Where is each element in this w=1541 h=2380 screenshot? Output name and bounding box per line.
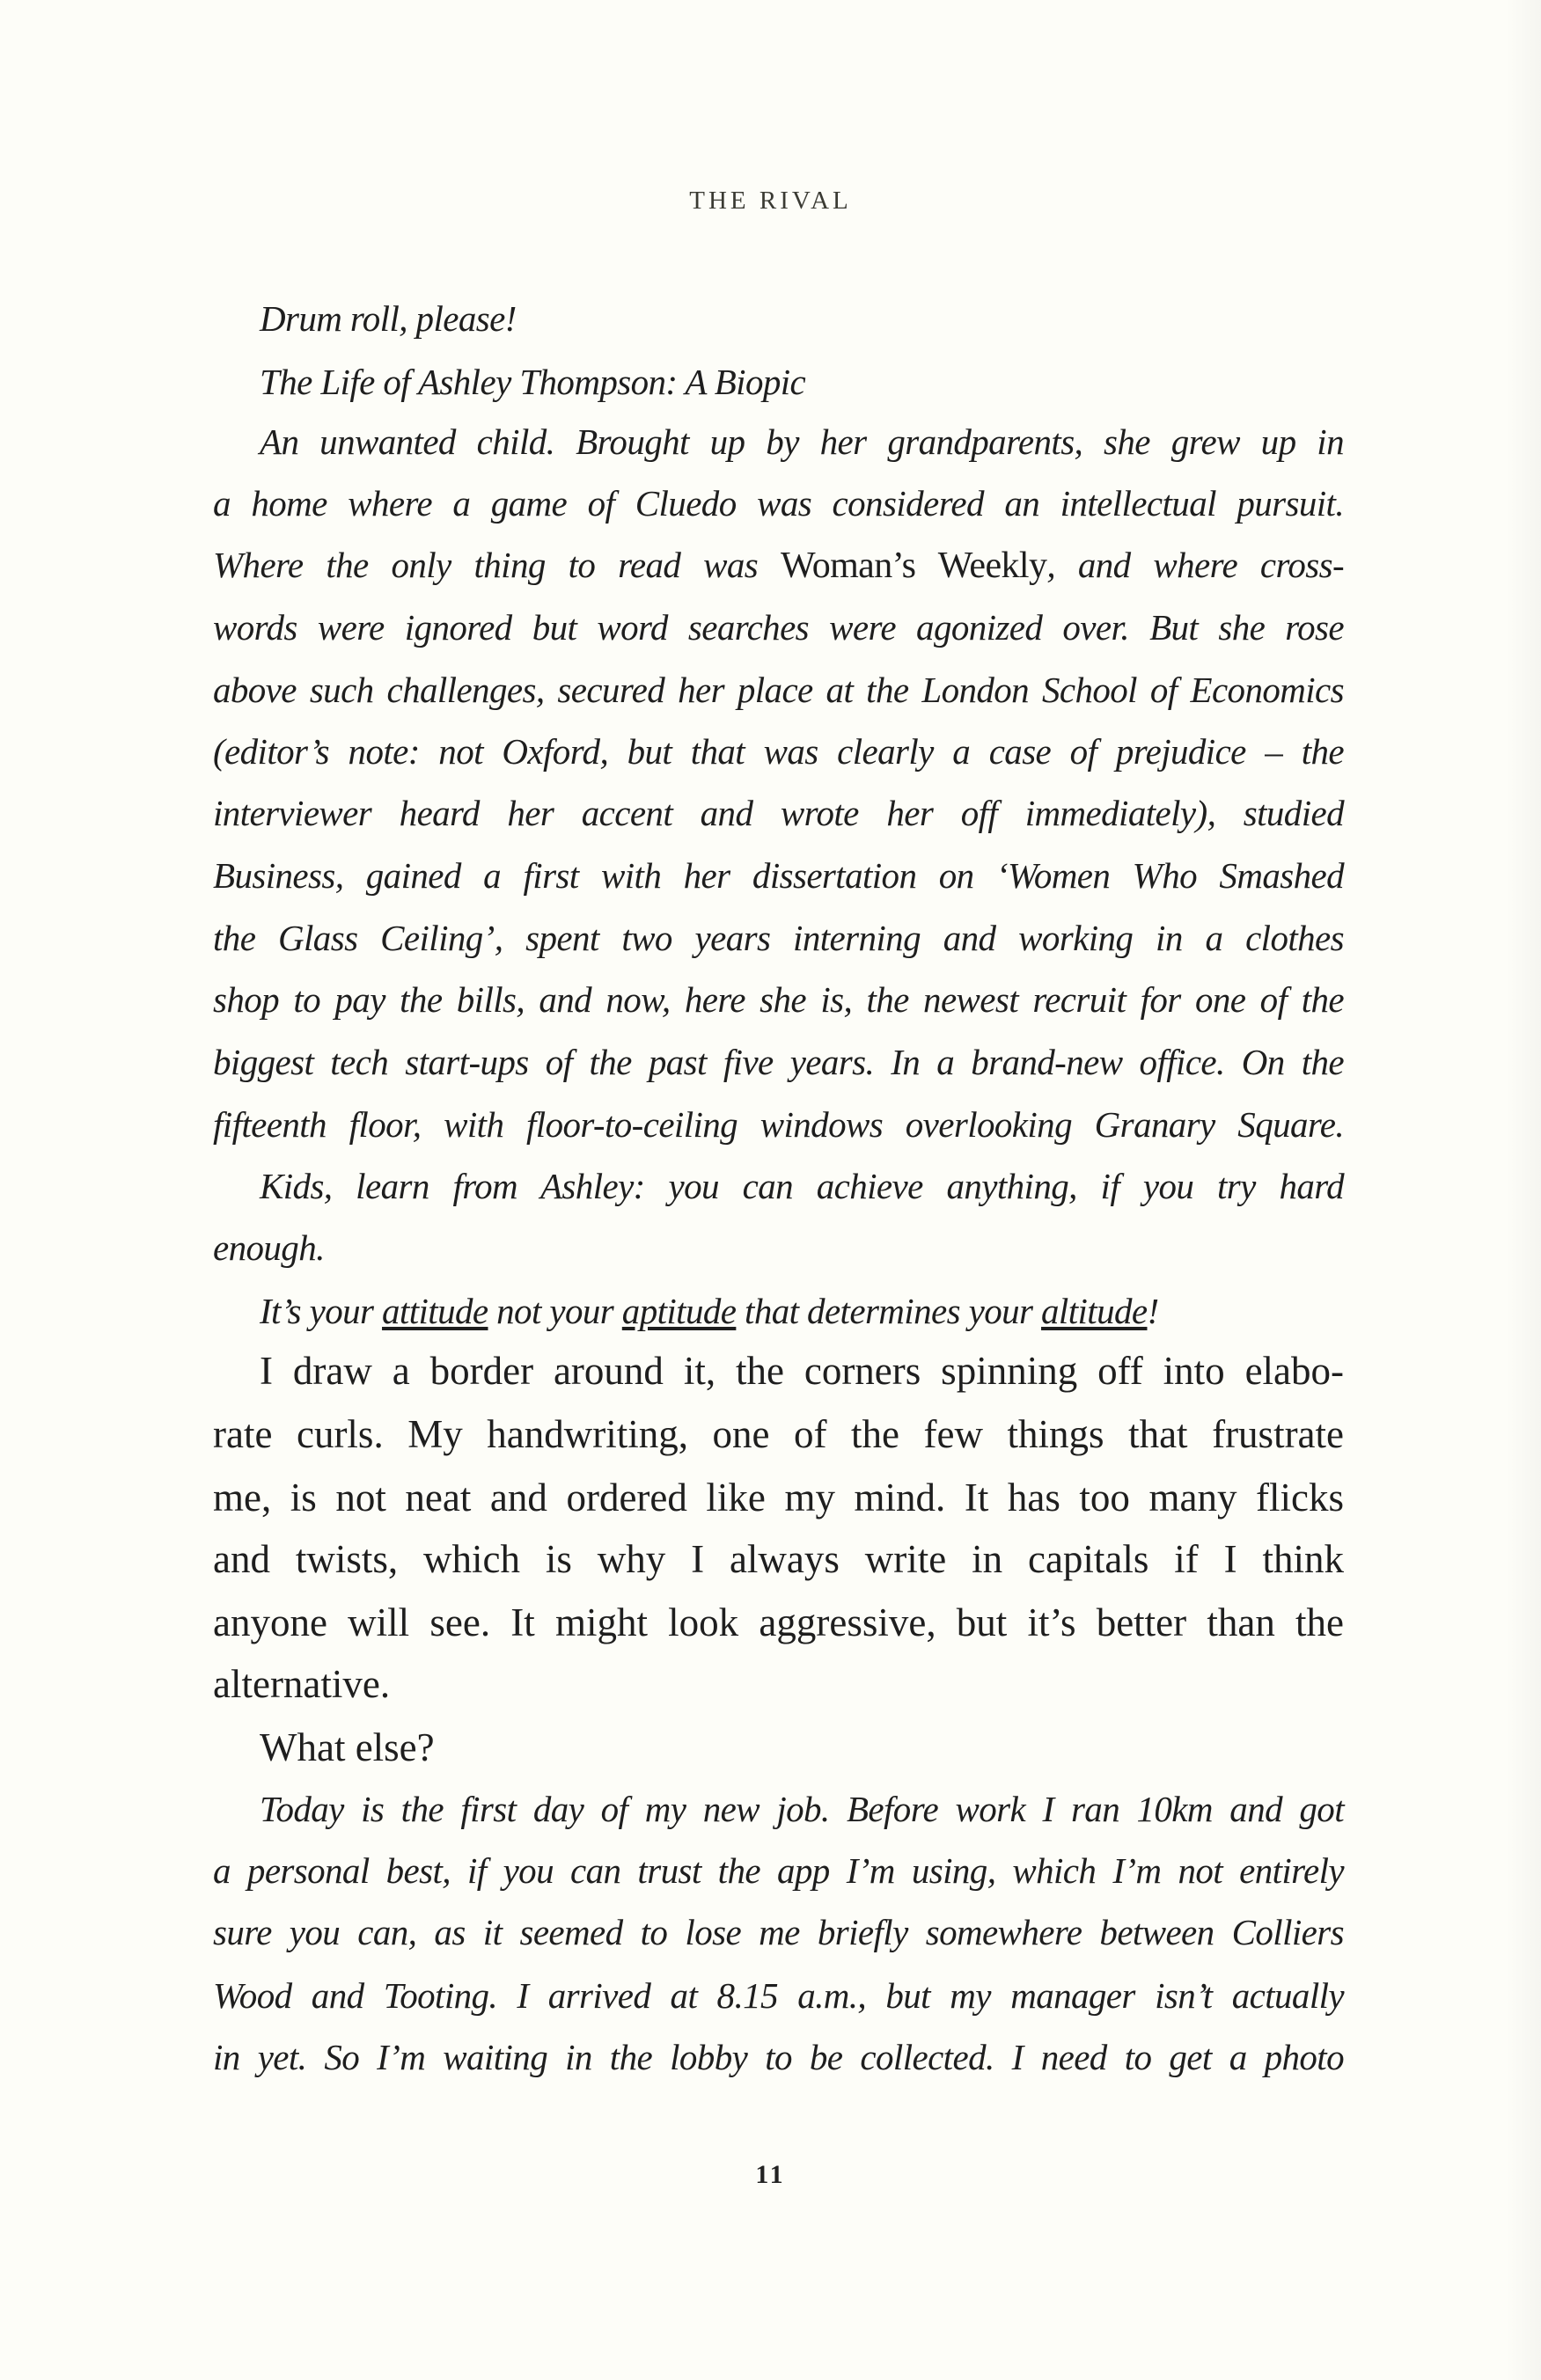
text-line: and twists, which is why I always write in capitals if I think [213,1537,1344,1581]
text-segment: not your [488,1291,622,1331]
text-segment: It’s your [260,1291,383,1331]
text-segment: ! [1147,1291,1159,1331]
text-line: a personal best, if you can trust the app I’m using, which I’m not entirely [213,1850,1344,1891]
text-line: rate curls. My handwriting, one of the few things that frustrate [213,1412,1344,1456]
text-line: fifteenth floor, with floor-to-ceiling windows overlooking Granary Square. [213,1104,1344,1145]
text-line: An unwanted child. Brought up by her grandparents, she grew up in [260,421,1344,462]
page-edge-shadow [1505,0,1541,2380]
text-segment: Where the only thing to read was [213,545,782,585]
text-line: I draw a border around it, the corners spinning off into elabo- [260,1349,1344,1393]
text-line: Kids, learn from Ashley: you can achieve anything, if you try hard [260,1166,1344,1206]
text-line: anyone will see. It might look aggressive, but it’s better than the [213,1600,1344,1644]
text-line: alternative. [213,1662,391,1706]
underlined-word: attitude [382,1291,488,1331]
text-line [213,547,1344,590]
text-line: (editor’s note: not Oxford, but that was clearly a case of prejudice – the [213,731,1344,772]
text-line: Wood and Tooting. I arrived at 8.15 a.m., but my manager isn’t actually [213,1975,1344,2016]
text-line: sure you can, as it seemed to lose me briefly somewhere between Colliers [213,1912,1344,1952]
text-line: enough. [213,1227,325,1268]
text-line: Today is the first day of my new job. Before work I ran 10km and got [260,1789,1344,1829]
motto-line [260,1293,1344,1336]
text-line: words were ignored but word searches were agonized over. But she rose [213,607,1344,648]
magazine-title: Woman’s Weekly [781,546,1047,586]
running-head: THE RIVAL [689,187,852,215]
text-line: me, is not neat and ordered like my mind. It has too many flicks [213,1476,1344,1520]
text-line: shop to pay the bills, and now, here she is, the newest recruit for one of the [213,979,1344,1020]
underlined-word: aptitude [621,1291,737,1331]
text-line: Drum roll, please! [260,298,517,339]
text-line: interviewer heard her accent and wrote her off immediately), studied [213,793,1344,833]
text-line: a home where a game of Cluedo was considered an intellectual pursuit. [213,483,1344,524]
text-line: above such challenges, secured her place at the London School of Economics [213,670,1344,710]
underlined-word: altitude [1041,1291,1148,1331]
text-segment: that determines your [736,1291,1042,1331]
text-line: in yet. So I’m waiting in the lobby to be collected. I need to get a photo [213,2037,1344,2077]
text-segment: , and where cross- [1046,545,1344,585]
text-line: The Life of Ashley Thompson: A Biopic [260,362,806,402]
text-line: biggest tech start-ups of the past five years. In a brand-new office. On the [213,1042,1344,1082]
text-line: Business, gained a first with her dissertation on ‘Women Who Smashed [213,855,1344,896]
page-number: 11 [755,2160,786,2189]
text-line: the Glass Ceiling’, spent two years interning and working in a clothes [213,918,1344,958]
text-line: What else? [260,1725,435,1769]
